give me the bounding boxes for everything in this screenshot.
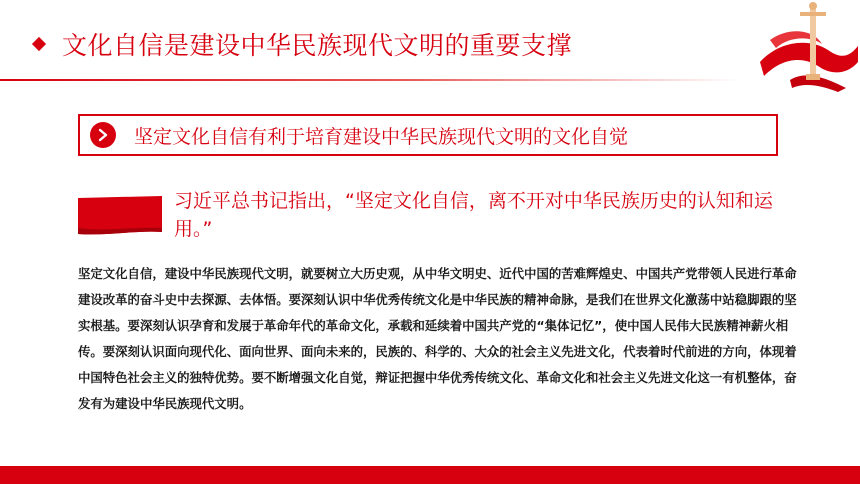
slide-header: [28, 26, 572, 62]
quote-text: 习近平总书记指出，“坚定文化自信，离不开对中华民族历史的认知和运用。”: [174, 190, 773, 240]
huabiao-ribbon-icon: [750, 0, 860, 100]
body-paragraph: 坚定文化自信，建设中华民族现代文明，就要树立大历史观，从中华文明史、近代中国的苦难辉煌史、中国共产党带领人民进行革命建设改革的奋斗史中去探源、去体悟。要深刻认识中华优秀传统文化是中华民族的精神命脉，是我们在世界文化激荡中站稳脚跟的坚实根基。要深刻认识孕育和发展于革命年代的革命文化，承载和延续着中国共产党的“集体记忆”，使中国人民伟大民族精神薪火相传。要深刻认识面向现代化、面向世界、面向未来的，民族的、科学的、大众的社会主义先进文化，代表着时代前进的方向，体现着中国特色社会主义的独特优势。要不断增强文化自觉，辩证把握中华优秀传统文化、革命文化和社会主义先进文化这一有机整体，奋发有为建设中华民族现代文明。: [78, 266, 797, 411]
section-heading: 坚定文化自信有利于培育建设中华民族现代文明的文化自觉: [134, 125, 629, 148]
header-divider: [0, 79, 740, 81]
red-flag-icon: [78, 196, 162, 236]
diamond-icon: [32, 37, 46, 51]
chevron-right-circle-icon: [90, 122, 116, 148]
footer-bar: [0, 466, 860, 484]
slide-title: 文化自信是建设中华民族现代文明的重要支撑: [62, 31, 573, 60]
section-heading-box: [78, 114, 778, 156]
